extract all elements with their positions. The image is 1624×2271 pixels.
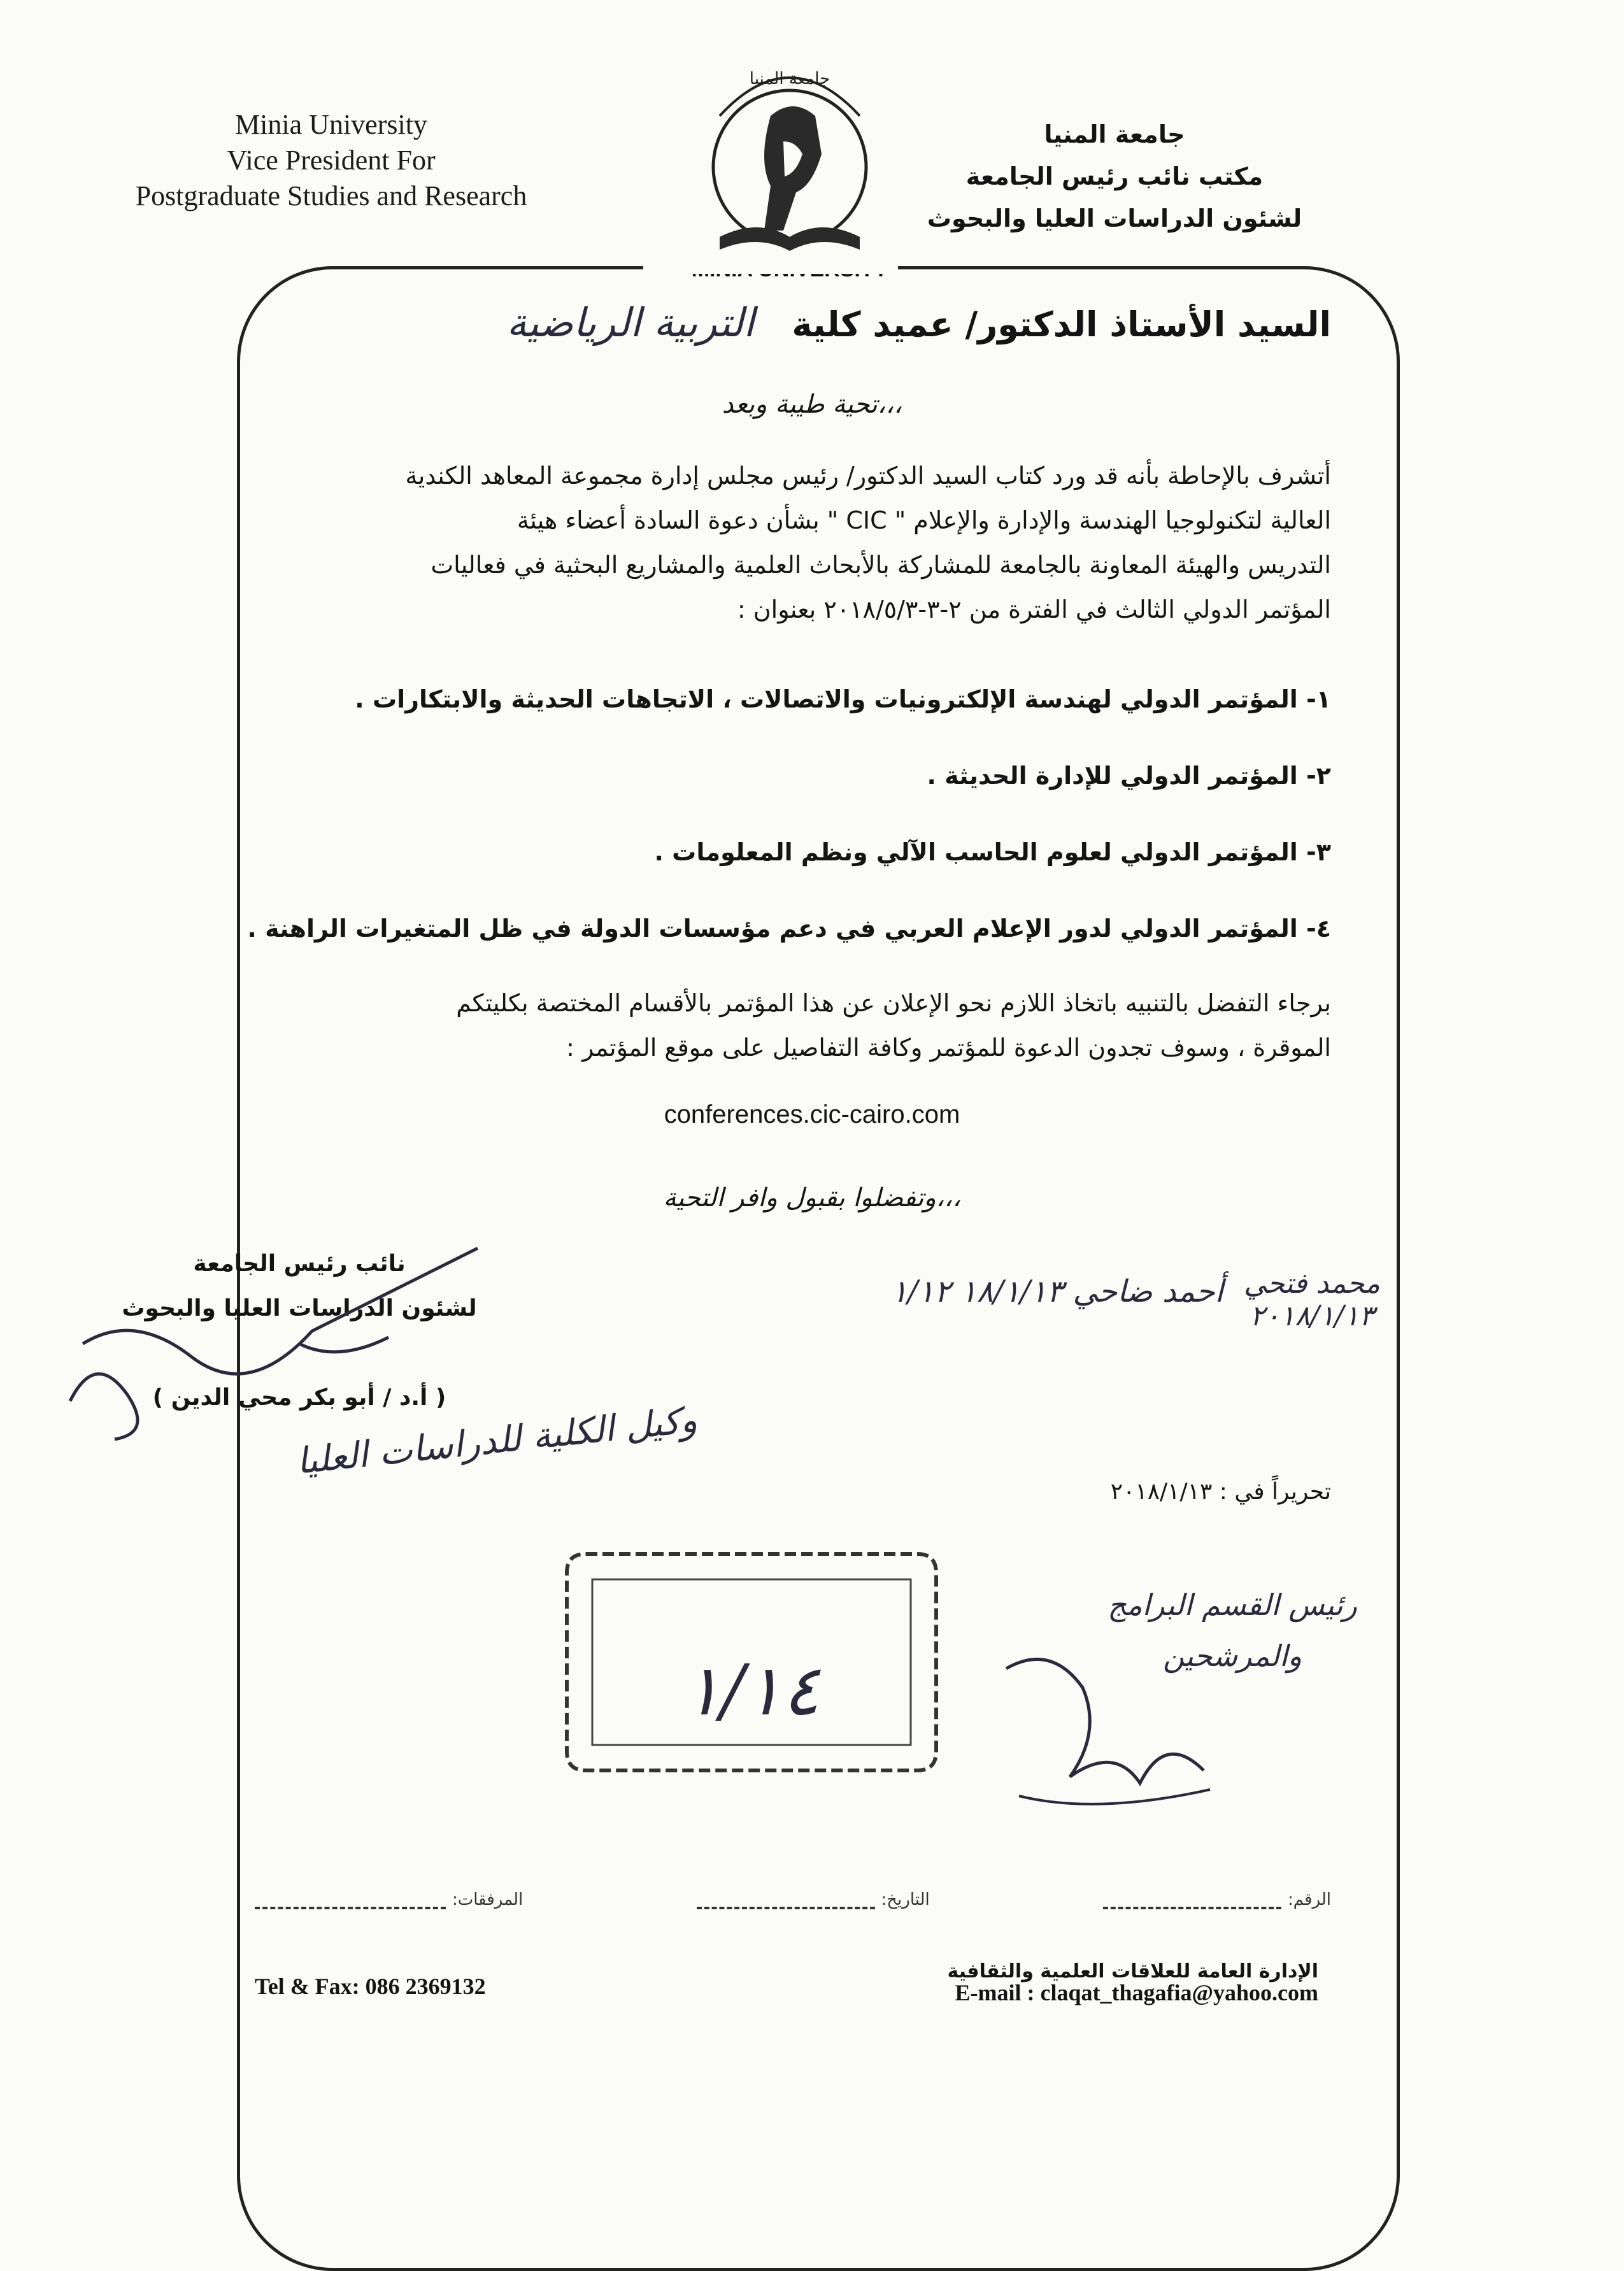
handwritten-note-bottom-right: رئيس القسم البرامج والمرشحين — [1108, 1588, 1357, 1673]
handwritten-note-right: محمد فتحي ٢٠١٨/١/١٣ — [1244, 1267, 1380, 1332]
request-line: برجاء التفضل بالتنبيه باتخاذ اللازم نحو الإعلان عن هذا المؤتمر بالأقسام المختصة بكليتكم — [456, 989, 1331, 1017]
header-en-line-2: Vice President For — [227, 145, 436, 176]
signer-title: نائب رئيس الجامعة — [193, 1251, 406, 1277]
closing: وتفضلوا بقبول وافر التحية،،، — [663, 1183, 961, 1213]
header-ar-line-3: لشئون الدراسات العليا والبحوث — [927, 204, 1302, 232]
issue-date: تحريراً في : ٢٠١٨/١/١٣ — [1110, 1479, 1331, 1505]
signature-scribble-left — [57, 1210, 503, 1477]
list-item: ٢- المؤتمر الدولي للإدارة الحديثة . — [927, 762, 1331, 790]
list-item: ٣- المؤتمر الدولي لعلوم الحاسب الآلي ونظم المعلومات . — [654, 838, 1331, 866]
field-attachments-line — [255, 1907, 446, 1909]
footer-tel: Tel & Fax: 086 2369132 — [255, 1974, 486, 1999]
intro-paragraph — [242, 453, 1331, 632]
field-attachments-label: المرفقات: — [452, 1890, 524, 1909]
header-en-line-1: Minia University — [235, 109, 427, 140]
field-date-line — [697, 1907, 875, 1909]
signature-scribble-bottom — [994, 1630, 1236, 1821]
reference-fields — [255, 1890, 1331, 1909]
header-english — [127, 107, 535, 214]
request-line: الموقرة ، وسوف تجدون الدعوة للمؤتمر وكافة التفاصيل على موقع المؤتمر : — [566, 1034, 1331, 1062]
frame-gap — [643, 261, 898, 274]
received-stamp — [560, 1541, 943, 1783]
footer-email: E-mail : claqat_thagafia@yahoo.com — [955, 1980, 1318, 2005]
signer-name: ( أ.د / أبو بكر محي الدين ) — [152, 1385, 446, 1411]
addressee-label: السيد الأستاذ الدكتور/ عميد كلية — [792, 304, 1331, 345]
field-attachments — [255, 1890, 523, 1909]
intro-line: أتشرف بالإحاطة بأنه قد ورد كتاب السيد الدكتور/ رئيس مجلس إدارة مجموعة المعاهد الكندية — [405, 462, 1331, 490]
intro-line: التدريس والهيئة المعاونة بالجامعة للمشاركة بالأبحاث العلمية والمشاريع البحثية في فعاليات — [431, 551, 1331, 579]
greeting: تحية طيبة وبعد،،، — [722, 390, 902, 419]
signer-title: لشئون الدراسات العليا والبحوث — [122, 1295, 477, 1321]
header-ar-line-2: مكتب نائب رئيس الجامعة — [965, 162, 1264, 190]
field-number — [1103, 1890, 1331, 1909]
header-arabic — [885, 113, 1344, 239]
intro-line: العالية لتكنولوجيا الهندسة والإدارة والإعلام " CIC " بشأن دعوة السادة أعضاء هيئة — [516, 506, 1331, 534]
addressee-handwritten: التربية الرياضية — [506, 299, 755, 346]
university-logo — [675, 46, 904, 288]
header-en-line-3: Postgraduate Studies and Research — [135, 180, 527, 211]
handwritten-note-mid: أحمد ضاحي ١٨/١/١٣ ١/١٢ — [891, 1274, 1223, 1309]
conference-url: conferences.cic-cairo.com — [664, 1100, 960, 1128]
list-item: ١- المؤتمر الدولي لهندسة الإلكترونيات والاتصالات ، الاتجاهات الحديثة والابتكارات . — [355, 685, 1331, 713]
addressee — [506, 299, 1331, 346]
field-date-label: التاريخ: — [881, 1890, 930, 1909]
stamp-handwritten-date: ١/١٤ — [683, 1649, 820, 1731]
request-paragraph — [242, 981, 1331, 1070]
field-number-label: الرقم: — [1288, 1890, 1331, 1909]
field-date — [697, 1890, 930, 1909]
intro-line: المؤتمر الدولي الثالث في الفترة من ٢-٣-٢٠١٨/٥/٣ بعنوان : — [737, 595, 1331, 623]
logo-text-top: جامعة المنيا — [749, 69, 830, 89]
header-ar-line-1: جامعة المنيا — [1044, 120, 1185, 148]
field-number-line — [1103, 1907, 1281, 1909]
footer-department: الإدارة العامة للعلاقات العلمية والثقافية — [947, 1960, 1318, 1983]
handwritten-note-left: وكيل الكلية للدراسات العليا — [294, 1399, 699, 1483]
list-item: ٤- المؤتمر الدولي لدور الإعلام العربي في دعم مؤسسات الدولة في ظل المتغيرات الراهنة . — [247, 915, 1331, 943]
